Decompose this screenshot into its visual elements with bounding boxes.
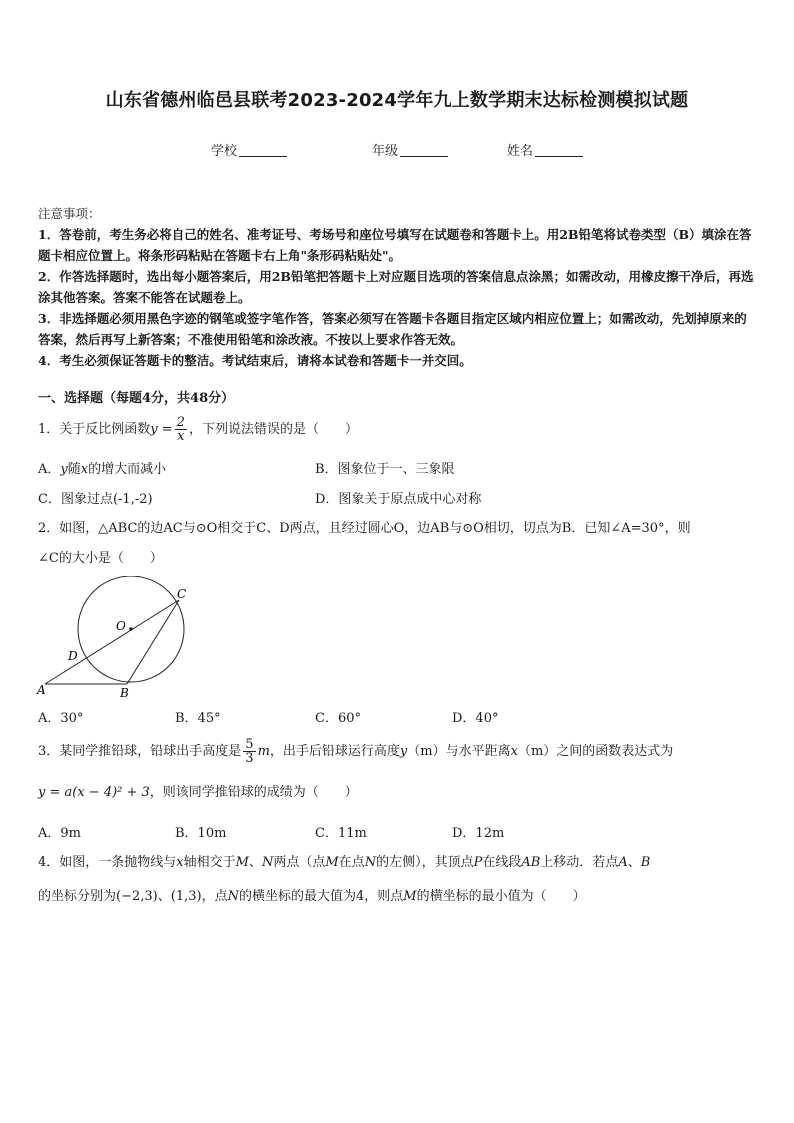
label-a: A [37,683,46,697]
q4-text-b: 轴相交于 [183,855,236,870]
grade-blank[interactable] [400,144,448,157]
notice-item-3: 3．非选择题必须用黑色字迹的钢笔或签字笔作答，答案必须写在答题卡各题目指定区域内相应位置上；如需改动，先划掉原来的答案，然后再写上新答案；不准使用铅笔和涂改液。不按以上要求作答无效。 [38,311,747,347]
q1-suffix: ，下列说法错误的是（ ） [188,422,358,437]
q4-x: x [176,855,184,870]
q1-a-y: y [60,462,68,477]
question-1 [38,416,758,443]
q3-frac-den: 3 [245,751,254,766]
q2-geometry-figure [34,576,194,700]
notice-item-4: 4．考生必须保证答题卡的整洁。考试结束后，请将本试卷和答题卡一并交回。 [38,353,472,368]
center-point-o [129,627,133,631]
label-o: O [116,619,126,633]
q1-option-c[interactable] [38,488,153,507]
q4-m-2: M [325,855,339,870]
q1-a-post: 的增大而减小 [88,462,167,477]
q4-text-j: 的横坐标的最大值为 [238,889,356,904]
grade-field[interactable] [372,140,448,159]
q4-text-k: ，则点 [364,889,404,904]
q3-option-c[interactable]: C．11m [315,826,367,841]
q4-sep-1: 、 [248,855,262,870]
q1-a-label: A． [38,462,61,477]
q1-prefix: 1．关于反比例函数 [38,422,151,437]
q1-option-b[interactable]: B．图象位于一、三象限 [315,462,455,477]
q3-mid: ，出手后铅球运行高度 [269,744,400,759]
notice-item-2: 2．作答选择题时，选出每小题答案后，用2B铅笔把答题卡上对应题目选项的答案信息点涂黑；如需改动，用橡皮擦干净后，再选涂其他答案。答案不能答在试题卷上。 [38,269,754,305]
q3-prefix: 3．某同学推铅球，铅球出手高度是 [38,744,242,759]
q3-option-a[interactable]: A．9m [38,826,81,841]
q3-frac-num: 5 [245,737,254,752]
q4-b: B [640,855,651,870]
section-heading: 一、选择题（每题4分，共48分） [38,391,235,406]
grade-label: 年级 [372,144,399,159]
q1-c-label: C．图象过点 [38,492,113,507]
q4-text-c: 两点（点 [273,855,326,870]
q4-text-l: 的横坐标的最小值为（ ） [416,889,586,904]
q4-point-b: (1,3) [170,889,202,904]
q3-suffix: ，则该同学推铅球的成绩为（ ） [149,785,358,800]
q4-m-1: M [235,855,249,870]
q1-a-mid: 随 [67,462,81,477]
question-4-line-2 [38,886,758,908]
q4-n-2: N [364,855,377,870]
q4-a: A [618,855,628,870]
q1-frac-den: x [177,429,185,444]
school-field[interactable] [211,140,287,159]
notice-heading: 注意事项： [38,206,101,221]
segment-bc [127,600,179,684]
name-label: 姓名 [507,144,534,159]
q1-a-x: x [80,462,89,477]
q4-sep-2: 、 [627,855,641,870]
q1-fraction [175,416,187,443]
q3-fraction [243,738,255,765]
q4-text-d: 在点 [338,855,365,870]
q2-option-b[interactable]: B．45° [175,711,221,726]
q1-frac-num: 2 [176,415,185,430]
page-title: 山东省德州临邑县联考2023-2024学年九上数学期末达标检测模拟试题 [105,90,689,111]
q2-option-d[interactable]: D．40° [452,711,499,726]
q3-option-b[interactable]: B．10m [175,826,227,841]
question-3-line-2 [38,782,758,804]
q4-text-f: 在线段 [482,855,522,870]
q1-c-point: (-1,-2) [112,492,153,507]
q4-point-a: (−2,3) [116,889,158,904]
q4-m-3: M [403,889,417,904]
q4-n-1: N [261,855,274,870]
q1-func-lhs: y = [150,422,173,437]
q4-four: 4 [355,889,365,904]
q3-x: x [510,744,518,759]
q4-sep-3: 、 [157,889,171,904]
q4-ab: AB [521,855,541,870]
q3-m1: （m）与水平距离 [407,744,511,759]
school-blank[interactable] [239,144,287,157]
q4-text-i: ，点 [201,889,228,904]
segment-ac [45,600,179,684]
q2-option-c[interactable]: C．60° [315,711,361,726]
q2-option-a[interactable]: A．30° [38,711,84,726]
question-2-line-2: ∠C的大小是（ ） [38,551,163,566]
label-c: C [177,587,187,601]
q4-text-a: 4．如图，一条抛物线与 [38,855,177,870]
notice-item-1: 1．答卷前，考生务必将自己的姓名、准考证号、考场号和座位号填写在试题卷和答题卡上。用2B铅笔将试卷类型（B）填涂在答题卡相应位置上。将条形码粘贴在答题卡右上角"条形码粘贴处"。 [38,227,752,263]
label-b: B [120,686,129,700]
q4-n-3: N [227,889,239,904]
q4-text-h: 的坐标分别为 [38,889,117,904]
q1-option-d[interactable]: D．图象关于原点成中心对称 [315,492,482,507]
q4-text-e: 的左侧），其顶点 [376,855,474,870]
name-blank[interactable] [535,144,583,157]
q3-y: y [399,744,408,759]
question-3-line-1 [38,738,758,765]
q4-p: P [473,855,483,870]
name-field[interactable] [507,140,583,159]
question-2-line-1: 2．如图，△ABC的边AC与⊙O相交于C、D两点，且经过圆心O，边AB与⊙O相切，切点为B．已知∠A=30°，则 [38,521,691,536]
q3-m2: （m）之间的函数表达式为 [517,744,674,759]
q3-option-d[interactable]: D．12m [452,826,505,841]
q3-formula: y = a(x − 4)² + 3 [38,785,150,800]
q3-unit: m [257,744,270,759]
q4-text-g: 上移动．若点 [540,855,619,870]
notice-block [38,203,758,371]
school-label: 学校 [211,144,238,159]
q1-option-a[interactable] [38,458,166,477]
question-4-line-1 [38,852,758,874]
label-d: D [68,649,78,663]
